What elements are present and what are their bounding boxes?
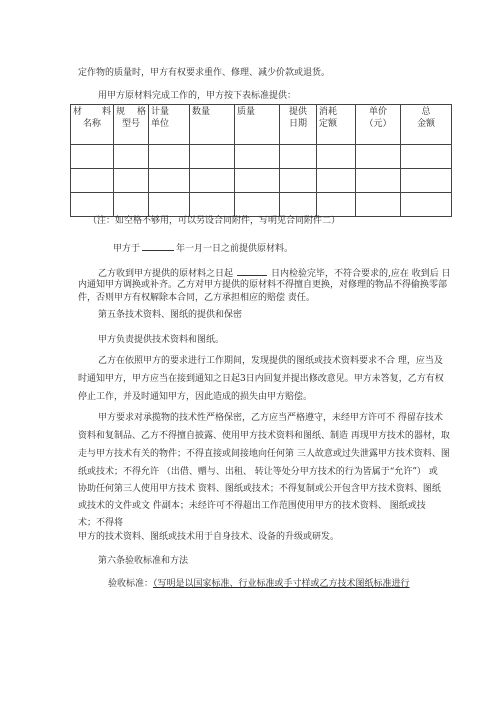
header-cell-quantity: 数量 bbox=[190, 105, 235, 145]
section-5-p3-line: 术；不得将 bbox=[78, 518, 124, 528]
section-5-p3-line: 或技术的文件或文 件副本；未经许可不得超出工作范围使用甲方的技术资料、 图纸或技 bbox=[78, 501, 426, 511]
material-table-row bbox=[71, 145, 452, 169]
header-cell-spec: 规格 型号 bbox=[114, 105, 149, 145]
section-5-p3-line: 协助任何第三人使用甲方技术 资料、图纸或技术；不得复制或公开包含甲方技术资料、图纸 bbox=[78, 484, 441, 494]
supply-line: 甲方于 年一月一日之前提供原材料。 bbox=[113, 241, 293, 255]
header-cell-supply-date: 提供 日期 bbox=[280, 105, 317, 145]
header-cell-unit: 计量 单位 bbox=[149, 105, 190, 145]
inspection-line-2: 内通知甲方调换或补齐。乙方对甲方提供的原材料不得擅自更换，对修理的物品不得偷换零部 bbox=[78, 280, 448, 290]
section-5-p3-line: 资料和复制品、乙方不得擅自披露、使用甲方技术资料和图纸、制造 再现甲方技术的器材，取 bbox=[78, 431, 450, 441]
section-5-p3-line: 甲方的技术资料、图纸或技术用于自身技术、设备的升级或研发。 bbox=[78, 532, 340, 542]
section-5-paragraph-1: 甲方负责提供技术资料和图纸。 bbox=[98, 335, 225, 345]
material-table-row bbox=[71, 169, 452, 193]
table-note: （注：如空格不够用，可以另设合同附件，写明见合同附件二） bbox=[88, 216, 341, 226]
acceptance-standard: 验收标准：（写明是以国家标准、行业标准或手寸样或乙方技术图纸标准进行 bbox=[108, 579, 410, 589]
section-5-p3-line: 甲方要求对承揽物的技术性严格保密，乙方应当严格遵守，未经甲方许可不 得留存技术 bbox=[98, 413, 443, 423]
section-5-p2-line: 停止工作，并及时通知甲方，因此造成的损失由甲方赔偿。 bbox=[78, 392, 313, 402]
inspection-days-blank bbox=[237, 266, 267, 276]
header-cell-consumption-quota: 消耗 定额 bbox=[317, 105, 356, 145]
material-table bbox=[70, 104, 452, 217]
section-6-title: 第六条验收标准和方法 bbox=[98, 556, 189, 566]
header-cell-quality: 质量 bbox=[235, 105, 280, 145]
acceptance-standard-value: （写明是以国家标准、行业标准或手寸样或乙方技术图纸标准进行 bbox=[153, 579, 410, 589]
section-5-p2-line: 乙方在依照甲方的要求进行工作期间，发现提供的图纸或技术资料要求不合 理，应当及 bbox=[98, 356, 443, 366]
section-5-title: 第五条技术资料、图纸的提供和保密 bbox=[98, 310, 243, 320]
header-cell-total-amount: 总 金额 bbox=[401, 105, 452, 145]
supply-year-blank bbox=[142, 241, 174, 251]
section-5-p3-line: 纸或技术；不得允许 （出借、赠与、出租、 转让等处分甲方技术的行为皆属于“允许”） 或 bbox=[78, 467, 438, 477]
inspection-line-1: 乙方收到甲方提供的原材料之日起 日内检验完毕，不符合要求的,应在 收到后 日 bbox=[98, 266, 451, 280]
inspection-line-3: 件，否则甲方有权解除本合同，乙方承担相应的赔偿 责任。 bbox=[78, 293, 315, 303]
header-cell-unit-price: 单价 （元） bbox=[356, 105, 401, 145]
material-intro: 用甲方原材料完成工作的，甲方按下表标准提供： bbox=[98, 91, 297, 101]
section-5-p2-line: 时通知甲方，甲方应当在接到通知之日起3日内回复并提出修改意见。甲方未答复，乙方有权 bbox=[78, 374, 444, 384]
intro-line: 定作物的质量时，甲方有权要求重作、修理、减少价款或退货。 bbox=[78, 68, 331, 78]
section-5-p3-line: 走与甲方技术有关的物件；不得直接或间接地向任何第 三人故意或过失泄露甲方技术资料、图 bbox=[78, 449, 450, 459]
material-table-header bbox=[71, 105, 452, 145]
material-table-row bbox=[71, 193, 452, 217]
header-cell-name: 材料 名称 bbox=[71, 105, 114, 145]
